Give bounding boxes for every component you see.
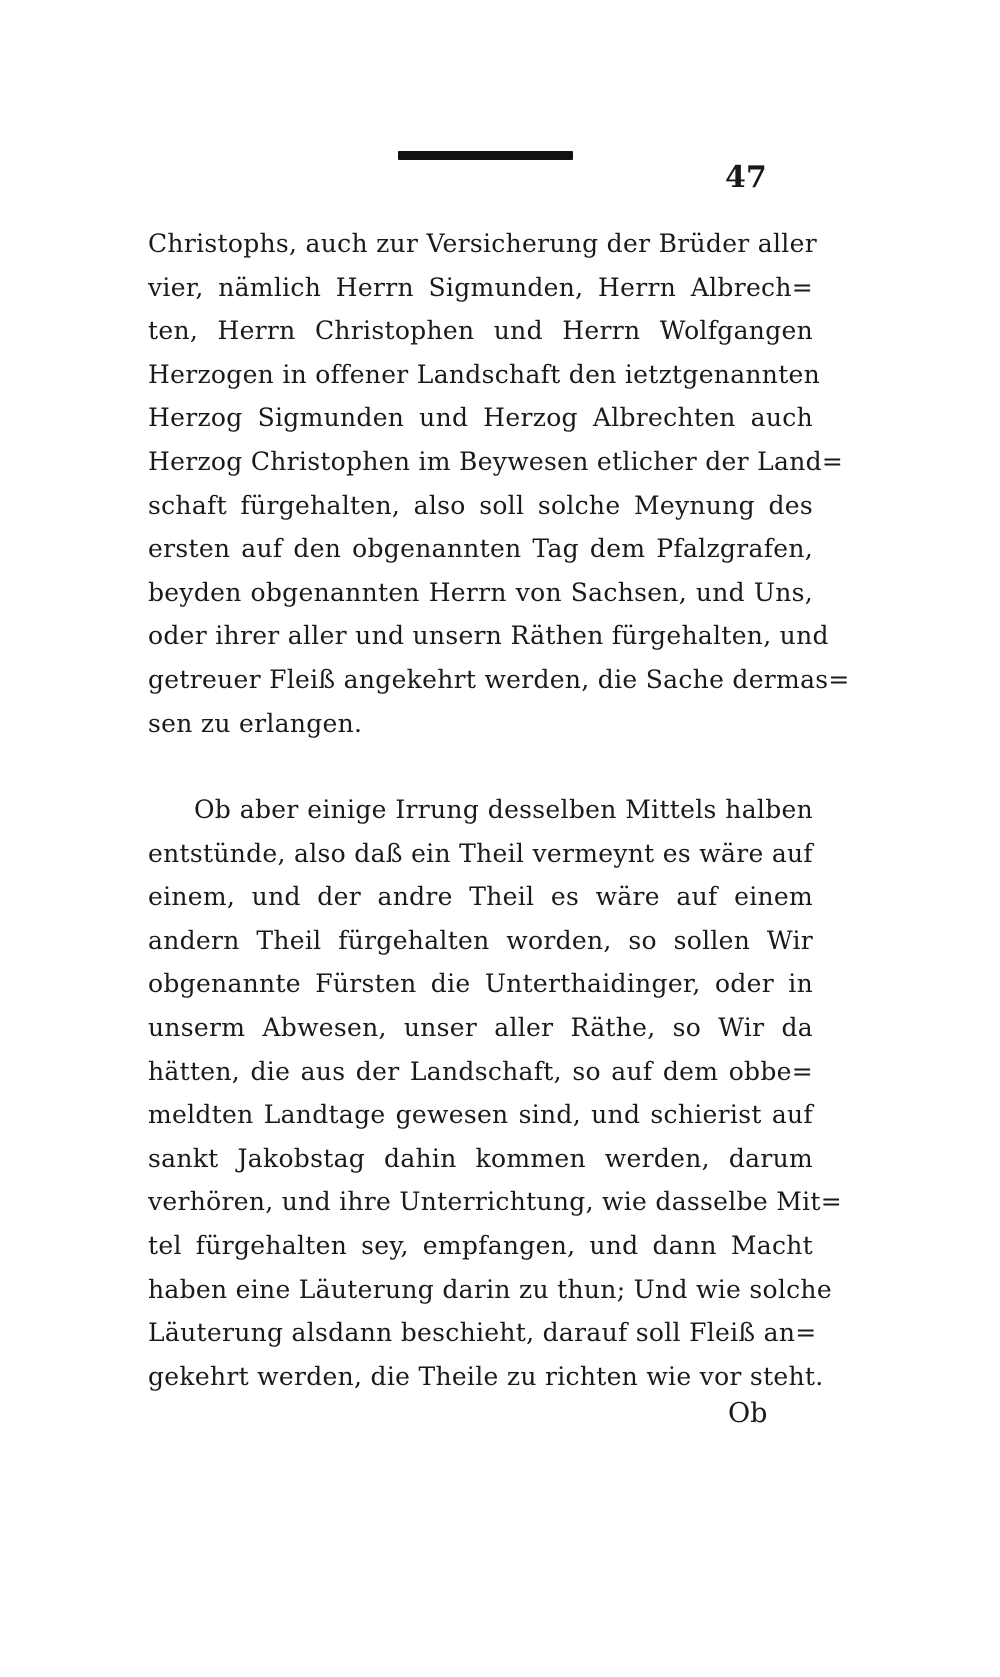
text-line: tel fürgehalten sey, empfangen, und dann Macht bbox=[148, 1230, 813, 1260]
text-line: Christophs, auch zur Versicherung der Brüder aller bbox=[148, 229, 817, 258]
header-rule bbox=[398, 151, 573, 160]
text-line: sankt Jakobstag dahin kommen werden, darum bbox=[148, 1143, 813, 1173]
text-line: Ob aber einige Irrung desselben Mittels halben bbox=[194, 795, 813, 824]
text-line: unserm Abwesen, unser aller Räthe, so Wir da bbox=[148, 1012, 813, 1042]
text-line: obgenannte Fürsten die Unterthaidinger, oder in bbox=[148, 969, 813, 999]
text-line: andern Theil fürgehalten worden, so sollen Wir bbox=[148, 925, 813, 955]
text-line: verhören, und ihre Unterrichtung, wie dasselbe Mit= bbox=[148, 1187, 842, 1217]
paragraph-2 bbox=[148, 788, 842, 1398]
text-line: meldten Landtage gewesen sind, und schierist auf bbox=[148, 1100, 813, 1130]
page-number: 47 bbox=[725, 160, 767, 195]
text-line: Herzog Sigmunden und Herzog Albrechten auch bbox=[148, 403, 813, 433]
text-line: vier, nämlich Herrn Sigmunden, Herrn Albrech= bbox=[148, 272, 813, 302]
text-line: getreuer Fleiß angekehrt werden, die Sache dermas= bbox=[148, 664, 850, 694]
text-line: Herzog Christophen im Beywesen etlicher der Land= bbox=[148, 446, 844, 476]
text-line: entstünde, also daß ein Theil vermeynt es wäre auf bbox=[148, 838, 813, 868]
text-line: ten, Herrn Christophen und Herrn Wolfgangen bbox=[148, 316, 813, 346]
paragraph-1 bbox=[148, 222, 850, 745]
text-line: hätten, die aus der Landschaft, so auf dem obbe= bbox=[148, 1056, 813, 1086]
text-line: schaft fürgehalten, also soll solche Meynung des bbox=[148, 490, 813, 520]
catchword: Ob bbox=[728, 1398, 768, 1429]
text-line: haben eine Läuterung darin zu thun; Und wie solche bbox=[148, 1274, 832, 1304]
text-line: oder ihrer aller und unsern Räthen fürgehalten, und bbox=[148, 621, 829, 651]
text-line: einem, und der andre Theil es wäre auf einem bbox=[148, 882, 813, 912]
text-line: beyden obgenannten Herrn von Sachsen, und Uns, bbox=[148, 577, 813, 607]
text-line: sen zu erlangen. bbox=[148, 708, 363, 738]
text-line: Läuterung alsdann beschieht, darauf soll Fleiß an= bbox=[148, 1318, 817, 1348]
text-line: Herzogen in offener Landschaft den ietztgenannten bbox=[148, 359, 821, 389]
text-line: ersten auf den obgenannten Tag dem Pfalzgrafen, bbox=[148, 534, 813, 564]
text-line: gekehrt werden, die Theile zu richten wie vor steht. bbox=[148, 1361, 824, 1391]
